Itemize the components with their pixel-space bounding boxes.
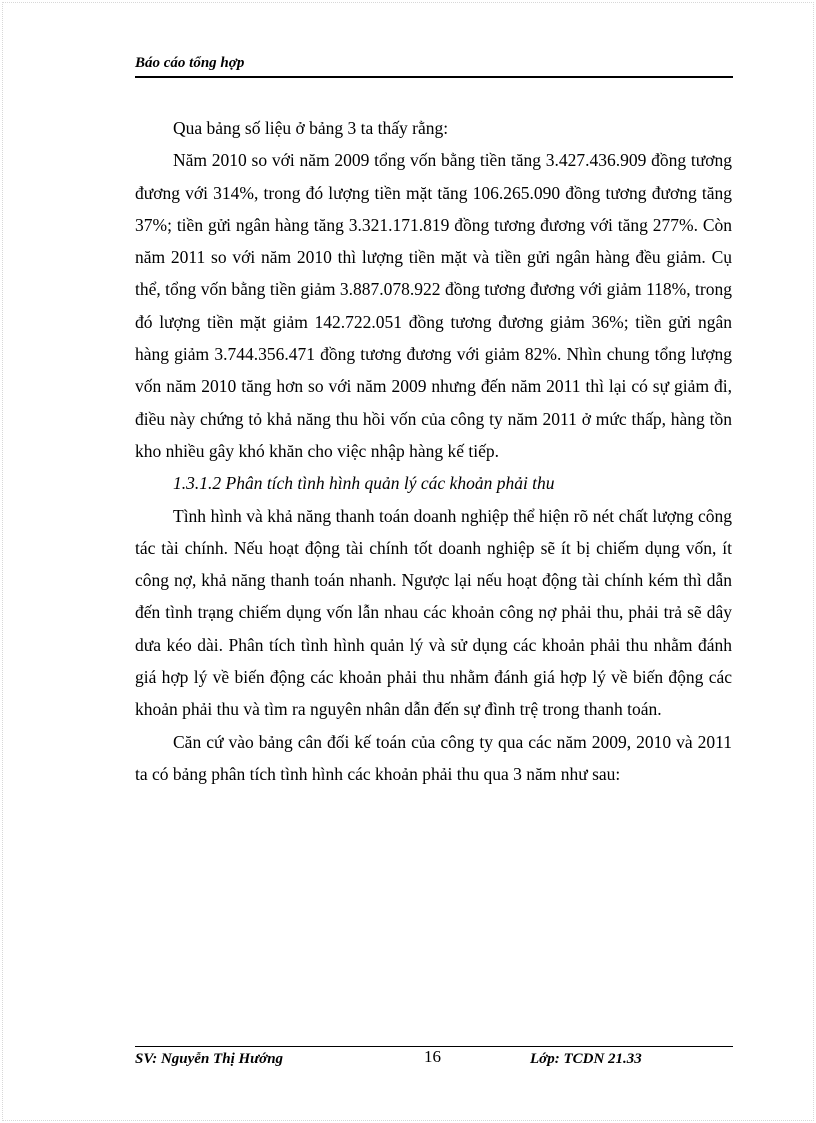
page-number: 16 [424, 1047, 441, 1066]
paragraph-receivables: Tình hình và khả năng thanh toán doanh nghiệp thể hiện rõ nét chất lượng công tác tài chính. Nếu hoạt động tài chính tốt doanh nghiệp sẽ ít bị chiếm dụng vốn, ít công nợ, khả năng thanh toán nhanh. Ngược lại nếu hoạt động tài chính kém thì dẫn đến tình trạng chiếm dụng vốn lẫn nhau các khoản công nợ phải thu, phải trả sẽ dây dưa kéo dài. Phân tích tình hình quản lý và sử dụng các khoản phải thu nhằm đánh giá hợp lý về biến động các khoản phải thu nhằm đánh giá hợp lý về biến động các khoản phải thu và tìm ra nguyên nhân dẫn đến sự đình trệ trong thanh toán. [135, 505, 732, 720]
footer-student-name: SV: Nguyễn Thị Hướng [135, 1051, 284, 1067]
footer-class: Lớp: TCDN 21.33 [530, 1051, 642, 1067]
paragraph-intro: Qua bảng số liệu ở bảng 3 ta thấy rằng: [173, 118, 449, 138]
paragraph-capital-analysis: Năm 2010 so với năm 2009 tổng vốn bằng tiền tăng 3.427.436.909 đồng tương đương với 314%, trong đó lượng tiền mặt tăng 106.265.090 đồng tương đương tăng 37%; tiền gửi ngân hàng tăng 3.321.171.819 đồng tương đương với tăng 277%. Còn năm 2011 so với năm 2010 thì lượng tiền mặt và tiền gửi ngân hàng đều giảm. Cụ thể, tổng vốn bằng tiền giảm 3.887.078.922 đồng tương đương với giảm 118%, trong đó lượng tiền mặt giảm 142.722.051 đồng tương đương giảm 36%; tiền gửi ngân hàng giảm 3.744.356.471 đồng tương đương với giảm 82%. Nhìn chung tổng lượng vốn năm 2010 tăng hơn so với năm 2009 nhưng đến năm 2011 thì lại có sự giảm đi, điều này chứng tỏ khả năng thu hồi vốn của công ty năm 2011 ở mức thấp, hàng tồn kho nhiều gây khó khăn cho việc nhập hàng kế tiếp. [135, 150, 732, 461]
header-title: Báo cáo tổng hợp [135, 55, 245, 71]
page-footer [135, 1046, 733, 1077]
section-heading: 1.3.1.2 Phân tích tình hình quản lý các khoản phải thu [173, 473, 555, 494]
paragraph-balance-sheet: Căn cứ vào bảng cân đối kế toán của công ty qua các năm 2009, 2010 và 2011 ta có bảng phân tích tình hình các khoản phải thu qua 3 năm như sau: [135, 731, 732, 784]
document-body [135, 112, 732, 790]
page-header [135, 52, 733, 78]
